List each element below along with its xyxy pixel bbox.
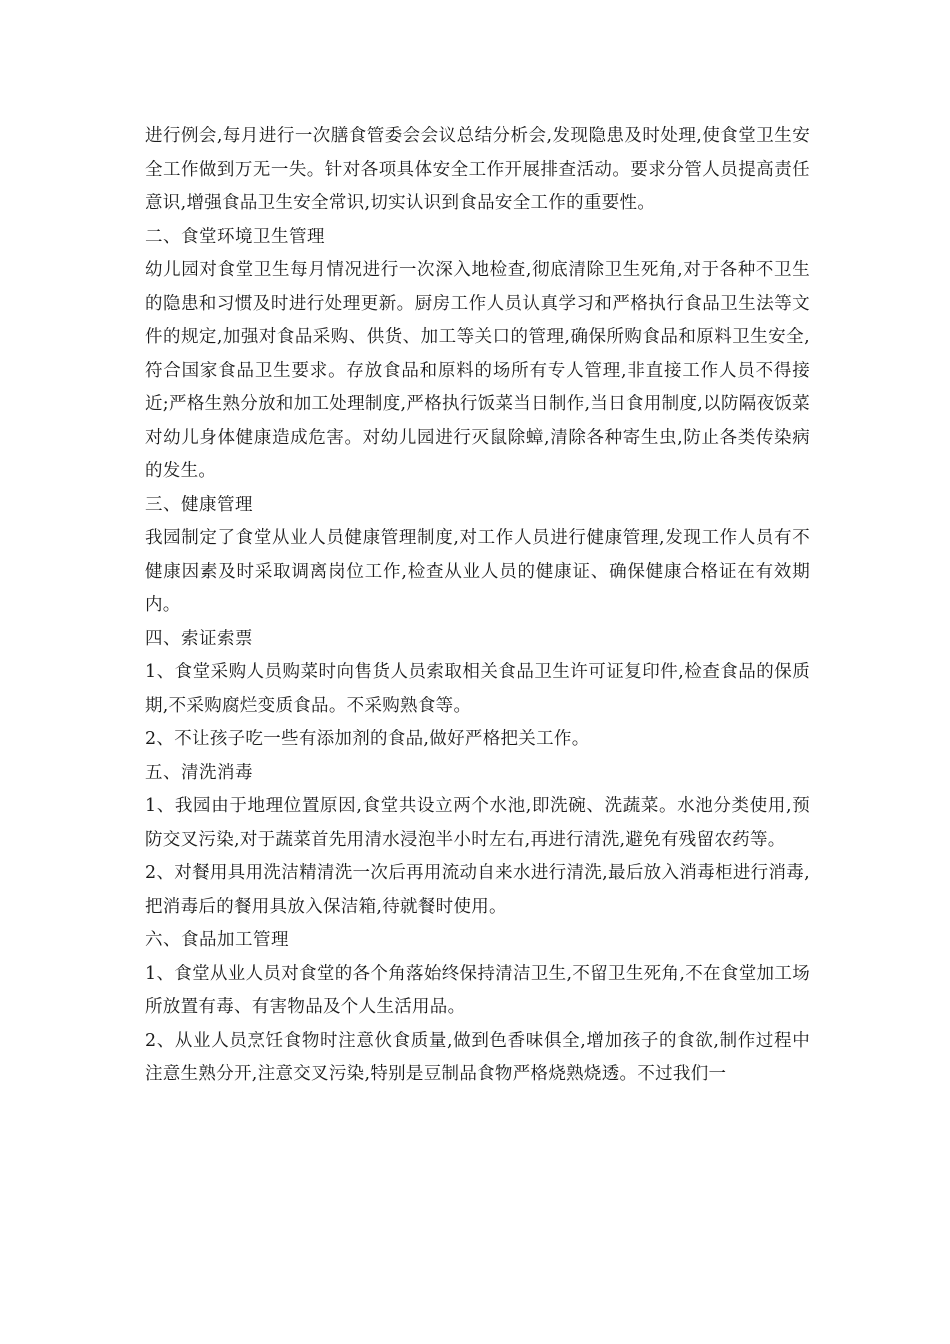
section-heading-environment: 二、食堂环境卫生管理 [145,226,325,247]
paragraph-environment: 幼儿园对食堂卫生每月情况进行一次深入地检查,彻底清除卫生死角,对于各种不卫生的隐患和习惯及时进行处理更新。厨房工作人员认真学习和严格执行食品卫生法等文件的规定,加强对食品采购、供货、加工等关口的管理,确保所购食品和原料卫生安全,符合国家食品卫生要求。存放食品和原料的场所有专人管理,非直接工作人员不得接近;严格生熟分放和加工处理制度,严格执行饭菜当日制作,当日食用制度,以防隔夜饭菜对幼儿身体健康造成危害。对幼儿园进行灭鼠除蟑,清除各种寄生虫,防止各类传染病的发生。 [145,260,810,481]
section-heading-cleaning: 五、清洗消毒 [145,762,253,783]
section-heading-health: 三、健康管理 [145,494,253,515]
paragraph-certificates-1: 1、食堂采购人员购菜时向售货人员索取相关食品卫生许可证复印件,检查食品的保质期,不采购腐烂变质食品。不采购熟食等。 [145,662,810,716]
paragraph-processing-2: 2、从业人员烹饪食物时注意伙食质量,做到色香味俱全,增加孩子的食欲,制作过程中注意生熟分开,注意交叉污染,特别是豆制品食物严格烧熟烧透。不过我们一 [145,1030,810,1084]
paragraph-processing-1: 1、食堂从业人员对食堂的各个角落始终保持清洁卫生,不留卫生死角,不在食堂加工场所放置有毒、有害物品及个人生活用品。 [145,963,810,1017]
paragraph-cleaning-1: 1、我园由于地理位置原因,食堂共设立两个水池,即洗碗、洗蔬菜。水池分类使用,预防交叉污染,对于蔬菜首先用清水浸泡半小时左右,再进行清洗,避免有残留农药等。 [145,796,810,850]
section-heading-certificates: 四、索证索票 [145,628,253,649]
paragraph-cleaning-2: 2、对餐用具用洗洁精清洗一次后再用流动自来水进行清洗,最后放入消毒柜进行消毒,把消毒后的餐用具放入保洁箱,待就餐时使用。 [145,863,810,917]
paragraph-intro: 进行例会,每月进行一次膳食管委会会议总结分析会,发现隐患及时处理,使食堂卫生安全工作做到万无一失。针对各项具体安全工作开展排查活动。要求分管人员提高责任意识,增强食品卫生安全常识,切实认识到食品安全工作的重要性。 [145,126,810,213]
section-heading-processing: 六、食品加工管理 [145,930,289,950]
document-body [145,120,810,1092]
paragraph-health: 我园制定了食堂从业人员健康管理制度,对工作人员进行健康管理,发现工作人员有不健康因素及时采取调离岗位工作,检查从业人员的健康证、确保健康合格证在有效期内。 [145,528,810,615]
paragraph-certificates-2: 2、不让孩子吃一些有添加剂的食品,做好严格把关工作。 [145,729,590,749]
